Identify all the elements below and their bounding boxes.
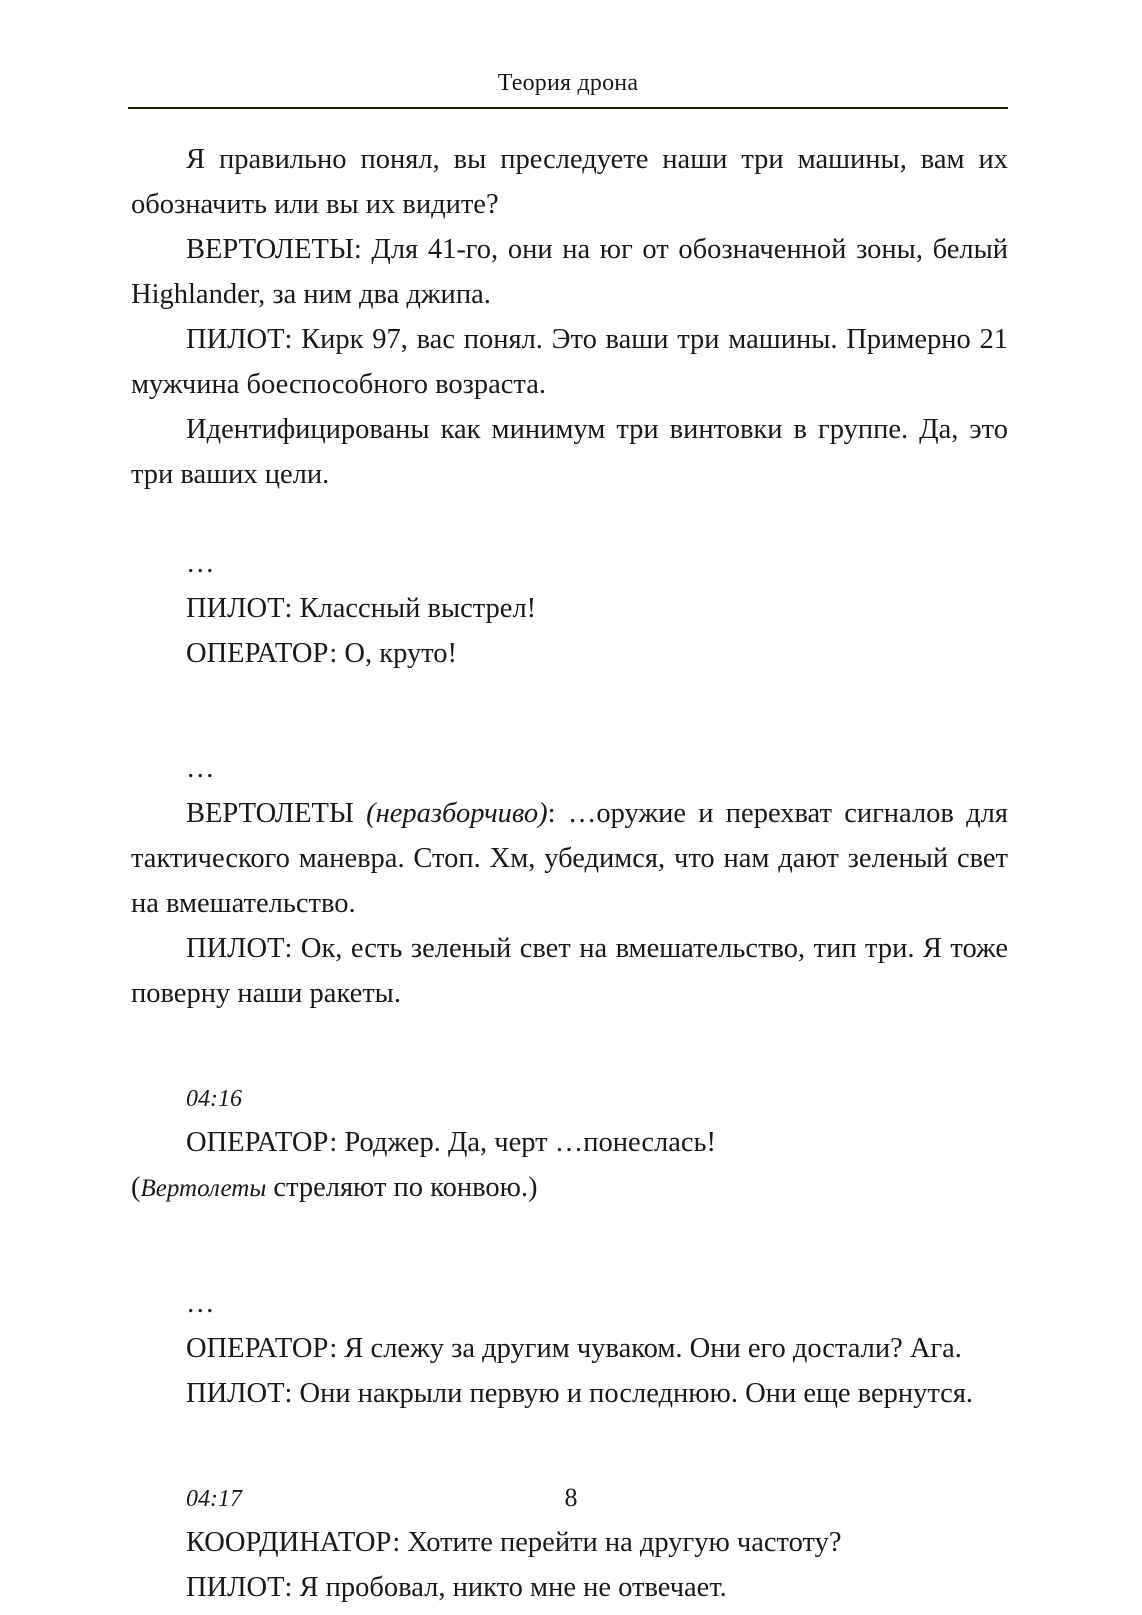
italic-helicopters-word: Вертолеты — [140, 1175, 267, 1202]
stage-direction-helicopters-fire — [131, 1165, 1008, 1211]
paragraph-pilot-nice-shot: ПИЛОТ: Классный выстрел! — [186, 593, 537, 624]
spacer-before-timestamp-1 — [131, 1016, 1008, 1078]
speaker-label-helicopters: ВЕРТОЛЕТЫ — [186, 798, 367, 829]
paragraph-coordinator-frequency: КООРДИНАТОР: Хотите перейти на другую частоту? — [186, 1527, 842, 1558]
paragraph-identified-rifles: Идентифицированы как минимум три винтовки в группе. Да, это три ваших цели. — [131, 414, 1008, 490]
ellipsis-separator-1: … — [186, 548, 216, 579]
page-body-text — [131, 137, 1008, 1610]
running-header — [128, 68, 1008, 109]
spacer-before-ellipsis-3 — [131, 1211, 1008, 1281]
paragraph-operator-other-dude: ОПЕРАТОР: Я слежу за другим чуваком. Они его достали? Ага. — [186, 1333, 962, 1364]
paragraph-helicopters-unintelligible — [131, 791, 1008, 926]
spacer-before-timestamp-2 — [131, 1416, 1008, 1478]
running-header-title: Теория дрона — [497, 70, 639, 96]
italic-unintelligible-note: (неразборчиво) — [366, 798, 548, 829]
paragraph-question-three-vehicles: Я правильно понял, вы преследуете наши три машины, вам их обозначить или вы их видите? — [131, 144, 1008, 220]
paragraph-helicopters-tail: : …оружие и перехват сигналов для тактического маневра. Стоп. Хм, убедимся, что нам дают зеленый свет на вмешательство. — [131, 798, 1008, 919]
spacer-before-ellipsis-1 — [131, 497, 1008, 541]
paragraph-operator-roger: ОПЕРАТОР: Роджер. Да, черт …понеслась! — [186, 1127, 717, 1158]
paragraph-pilot-first-and-last: ПИЛОТ: Они накрыли первую и последнюю. Они еще вернутся. — [186, 1378, 974, 1409]
spacer-before-ellipsis-2 — [131, 676, 1008, 746]
paragraph-operator-cool: ОПЕРАТОР: О, круто! — [186, 638, 458, 669]
ellipsis-separator-3: … — [186, 1288, 216, 1319]
header-divider-rule — [128, 107, 1008, 109]
paragraph-helicopters-position: ВЕРТОЛЕТЫ: Для 41-го, они на юг от обозначенной зоны, белый Highlander, за ним два джипа. — [131, 234, 1008, 310]
stage-direction-tail: стреляют по конвою.) — [266, 1172, 538, 1203]
timestamp-0416: 04:16 — [186, 1086, 242, 1112]
ellipsis-separator-2: … — [186, 753, 216, 784]
paragraph-pilot-green-light: ПИЛОТ: Ок, есть зеленый свет на вмешательство, тип три. Я тоже поверну наши ракеты. — [131, 933, 1008, 1009]
page-number: 8 — [564, 1483, 578, 1512]
timestamp-0417: 04:17 — [186, 1486, 242, 1512]
paragraph-pilot-kirk97: ПИЛОТ: Кирк 97, вас понял. Это ваши три машины. Примерно 21 мужчина боеспособного возраста. — [131, 324, 1008, 400]
paragraph-pilot-no-answer: ПИЛОТ: Я пробовал, никто мне не отвечает. — [186, 1572, 727, 1603]
stage-open-paren: ( — [131, 1172, 141, 1203]
